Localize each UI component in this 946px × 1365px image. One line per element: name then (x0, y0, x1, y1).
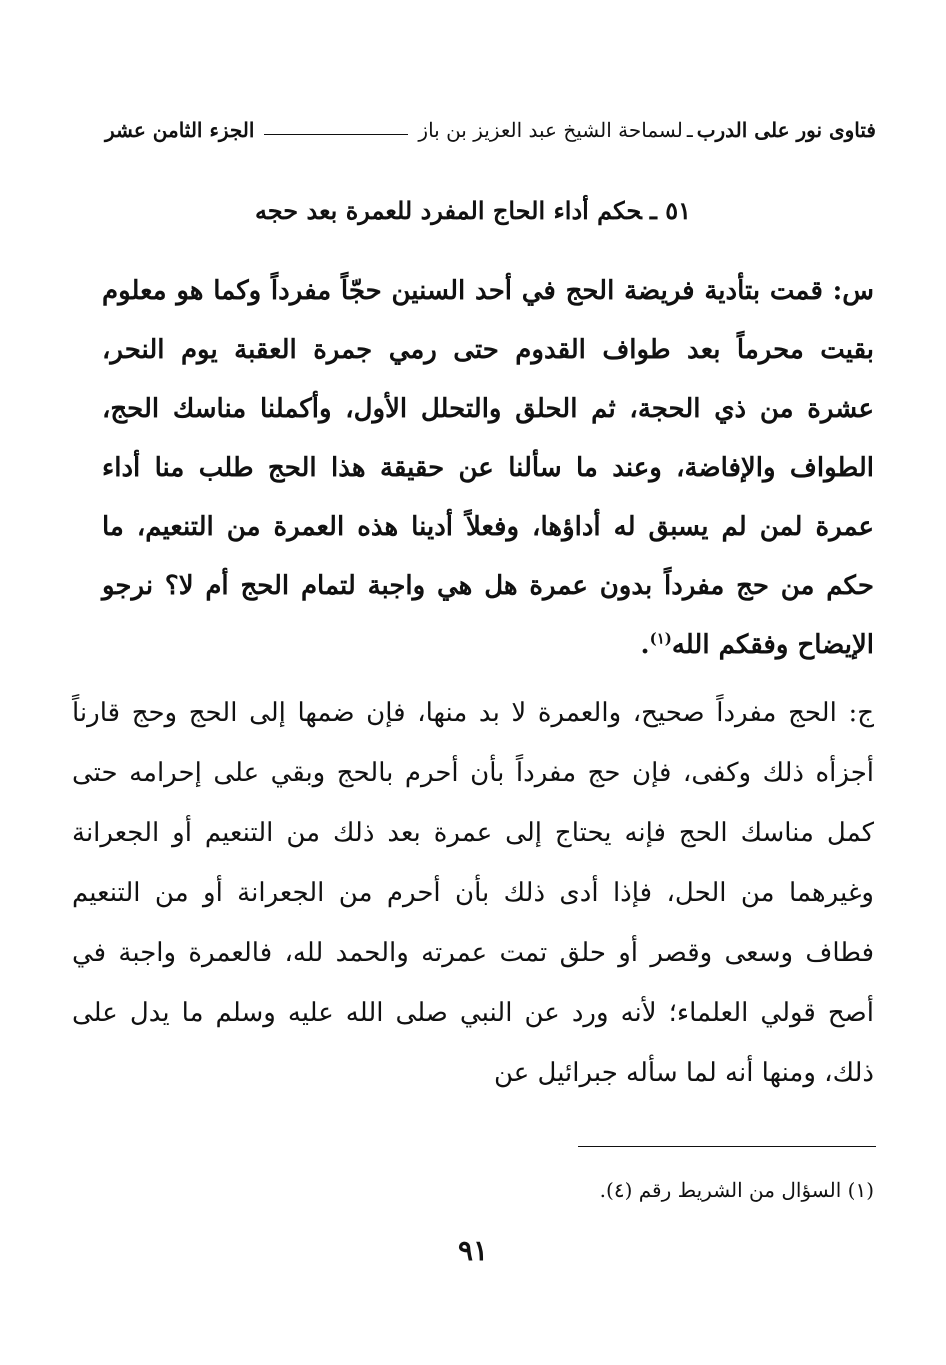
answer-label: ج: (848, 698, 875, 728)
footnote-divider (578, 1146, 876, 1147)
header-rule (264, 134, 408, 135)
answer-paragraph (72, 683, 874, 1103)
question-text: قمت بتأدية فريضة الحج في أحد السنين حجّاً مفرداً وكما هو معلوم بقيت محرماً بعد طواف القدوم حتى رمي جمرة العقبة يوم النحر، عشرة من ذي الحجة، ثم الحلق والتحلل الأول، وأكملنا مناسك الحج، الطواف والإفاضة، وعند ما سألنا عن حقيقة هذا الحج طلب منا أداء عمرة لمن لم يسبق له أداؤها، وفعلاً أدينا هذه العمرة من التنعيم، ما حكم من حج مفرداً بدون عمرة هل هي واجبة لتمام الحج أم لا؟ نرجو الإيضاح وفقكم الله (102, 276, 874, 660)
section-title: حكم أداء الحاج المفرد للعمرة بعد حجه (254, 196, 642, 225)
page-number: ٩١ (457, 1234, 489, 1267)
volume-label: الجزء الثامن عشر (105, 118, 255, 142)
footnote: (١) السؤال من الشريط رقم (٤). (599, 1178, 874, 1202)
section-number: ٥١ ـ (649, 196, 692, 225)
question-paragraph (102, 262, 874, 675)
running-header (105, 112, 876, 148)
question-label: س: (832, 276, 874, 306)
book-title: فتاوى نور على الدرب (696, 118, 876, 142)
author-line: لسماحة الشيخ عبد العزيز بن باز (418, 118, 683, 142)
question-end: . (640, 630, 650, 660)
answer-text: الحج مفرداً صحيح، والعمرة لا بد منها، فإن ضمها إلى الحج وحج قارناً أجزأه ذلك وكفى، فإن حج مفرداً بأن أحرم بالحج وبقي على إحرامه حتى كمل مناسك الحج فإنه يحتاج إلى عمرة بعد ذلك من التنعيم أو الجعرانة وغيرهما من الحل، فإذا أدى ذلك بأن أحرم من الجعرانة أو من التنعيم فطاف وسعى وقصر أو حلق تمت عمرته والحمد لله، فالعمرة واجبة في أصح قولي العلماء؛ لأنه ورد عن النبي صلى الله عليه وسلم ما يدل على ذلك، ومنها أنه لما سأله جبرائيل عن (72, 698, 874, 1088)
section-heading (0, 196, 946, 225)
header-dash: ـ (686, 118, 693, 142)
footnote-reference: (١) (649, 629, 672, 648)
